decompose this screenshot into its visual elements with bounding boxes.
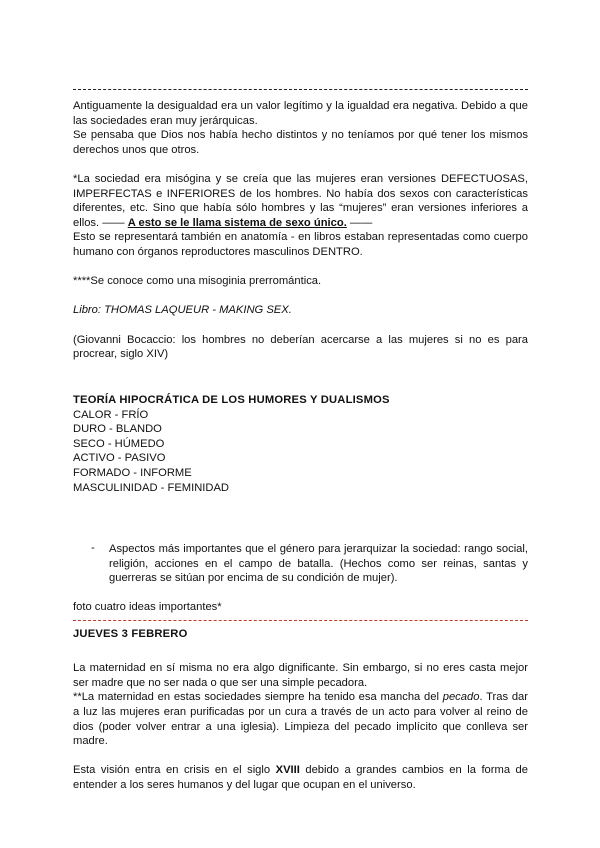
crisis-century: XVIII — [275, 764, 300, 777]
dashed-rule-black — [73, 89, 528, 90]
paragraph-crisis — [73, 763, 528, 792]
paragraph-anatomia: Esto se representará también en anatomía - en libros estaban representadas como cuerpo humano con órganos reproductores masculinos DENTRO. — [73, 231, 528, 258]
bullet-section — [73, 542, 528, 586]
pecado-text-b: . Tras dar a luz las mujeres eran purificadas por un cura a través de un acto para volver al reino de dios (poder volver entrar a una iglesia). Limpieza del pecado implícito que conlleva ser madre. — [73, 691, 528, 748]
paragraph-maternidad: La maternidad en sí misma no era algo dignificante. Sin embargo, si no eres casta mejor ser madre que no ser nada o que ser una simple pecadora. — [73, 662, 528, 689]
paragraph-pecado — [73, 690, 528, 748]
top-divider — [73, 89, 528, 90]
dualismos-list — [73, 408, 528, 496]
dualismo-item: FORMADO - INFORME — [73, 466, 192, 479]
section-1 — [73, 99, 528, 362]
dualismo-item: ACTIVO - PASIVO — [73, 452, 166, 465]
bullet-item — [73, 542, 528, 586]
dualismo-item: SECO - HÚMEDO — [73, 437, 165, 450]
date-heading: JUEVES 3 FEBRERO — [73, 628, 188, 640]
bullet-text: Aspectos más importantes que el género para jerarquizar la sociedad: rango social, religión, acciones en el campo de batalla. (Hechos como ser reinas, santas y guerreras se sitúan por encima de su condición de mujer). — [109, 543, 528, 585]
paragraph-dios: Se pensaba que Dios nos había hecho distintos y no teníamos por qué tener los mismos derechos unos que otros. — [73, 129, 528, 156]
paragraph-desigualdad: Antiguamente la desigualdad era un valor legítimo y la igualdad era negativa. Debido a que las sociedades eran muy jerárquicas. — [73, 100, 528, 127]
dualismo-item: MASCULINIDAD - FEMINIDAD — [73, 481, 230, 494]
foto-note-block — [73, 600, 528, 615]
humores-heading: TEORÍA HIPOCRÁTICA DE LOS HUMORES Y DUALISMOS — [73, 394, 390, 406]
humores-section — [73, 393, 528, 495]
pecado-text-a: **La maternidad en estas sociedades siempre ha tenido esa mancha del — [73, 691, 443, 704]
foto-note: foto cuatro ideas importantes* — [73, 601, 222, 613]
pecado-emphasis: pecado — [442, 691, 480, 704]
misoginia-tail: —— — [349, 216, 373, 229]
book-reference: Libro: THOMAS LAQUEUR - MAKING SEX. — [73, 304, 292, 317]
paragraph-misoginia — [73, 172, 528, 230]
crisis-text-b: debido a grandes cambios en la forma de entender a los seres humanos y del lugar que ocupan en el universo. — [73, 764, 528, 791]
section-2 — [73, 627, 528, 793]
misoginia-text: *La sociedad era misógina y se creía que las mujeres eran versiones DEFECTUOSAS, IMPERFECTAS e INFERIORES de los hombres. No había dos sexos con características diferentes, etc. Sino que había sólo hombres y las “mujeres” eran versiones inferiores a ellos. —— — [73, 172, 528, 229]
paragraph-bocaccio: (Giovanni Bocaccio: los hombres no deberían acercarse a las mujeres si no es para procrear, siglo XIV) — [73, 333, 528, 361]
paragraph-prerromantica: ****Se conoce como una misoginia prerromántica. — [73, 275, 322, 288]
bullet-dash: - — [91, 542, 95, 554]
dualismo-item: CALOR - FRÍO — [73, 408, 149, 421]
sexo-unico-highlight: A esto se le llama sistema de sexo único. — [127, 216, 347, 229]
dashed-rule-red — [73, 620, 528, 621]
crisis-text-a: Esta visión entra en crisis en el siglo — [73, 764, 276, 777]
red-divider — [73, 620, 528, 621]
dualismo-item: DURO - BLANDO — [73, 423, 162, 436]
